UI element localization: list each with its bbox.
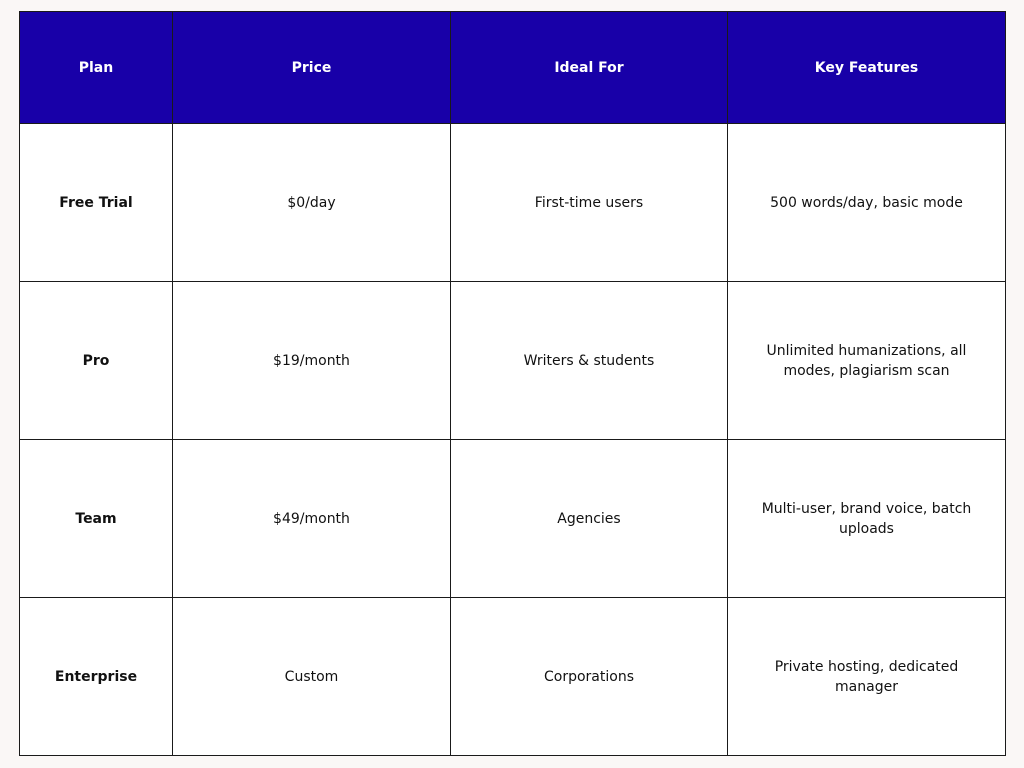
features-cell: Unlimited humanizations, all modes, plagiarism scan	[728, 282, 1006, 440]
header-plan: Plan	[20, 12, 173, 124]
pricing-table	[19, 11, 1006, 756]
features-cell: Multi-user, brand voice, batch uploads	[728, 440, 1006, 598]
plan-name-cell: Free Trial	[20, 124, 173, 282]
header-price: Price	[173, 12, 451, 124]
price-cell: $19/month	[173, 282, 451, 440]
ideal-for-cell: Agencies	[451, 440, 728, 598]
table-row	[20, 440, 1006, 598]
plan-name-cell: Enterprise	[20, 598, 173, 756]
features-cell: 500 words/day, basic mode	[728, 124, 1006, 282]
price-cell: $49/month	[173, 440, 451, 598]
plan-name-cell: Team	[20, 440, 173, 598]
ideal-for-cell: Writers & students	[451, 282, 728, 440]
header-row	[20, 12, 1006, 124]
header-key-features: Key Features	[728, 12, 1006, 124]
table-row	[20, 282, 1006, 440]
price-cell: $0/day	[173, 124, 451, 282]
table-row	[20, 598, 1006, 756]
features-cell: Private hosting, dedicated manager	[728, 598, 1006, 756]
plan-name-cell: Pro	[20, 282, 173, 440]
table-body	[20, 124, 1006, 756]
price-cell: Custom	[173, 598, 451, 756]
table-header	[20, 12, 1006, 124]
ideal-for-cell: First-time users	[451, 124, 728, 282]
header-ideal-for: Ideal For	[451, 12, 728, 124]
ideal-for-cell: Corporations	[451, 598, 728, 756]
table-row	[20, 124, 1006, 282]
